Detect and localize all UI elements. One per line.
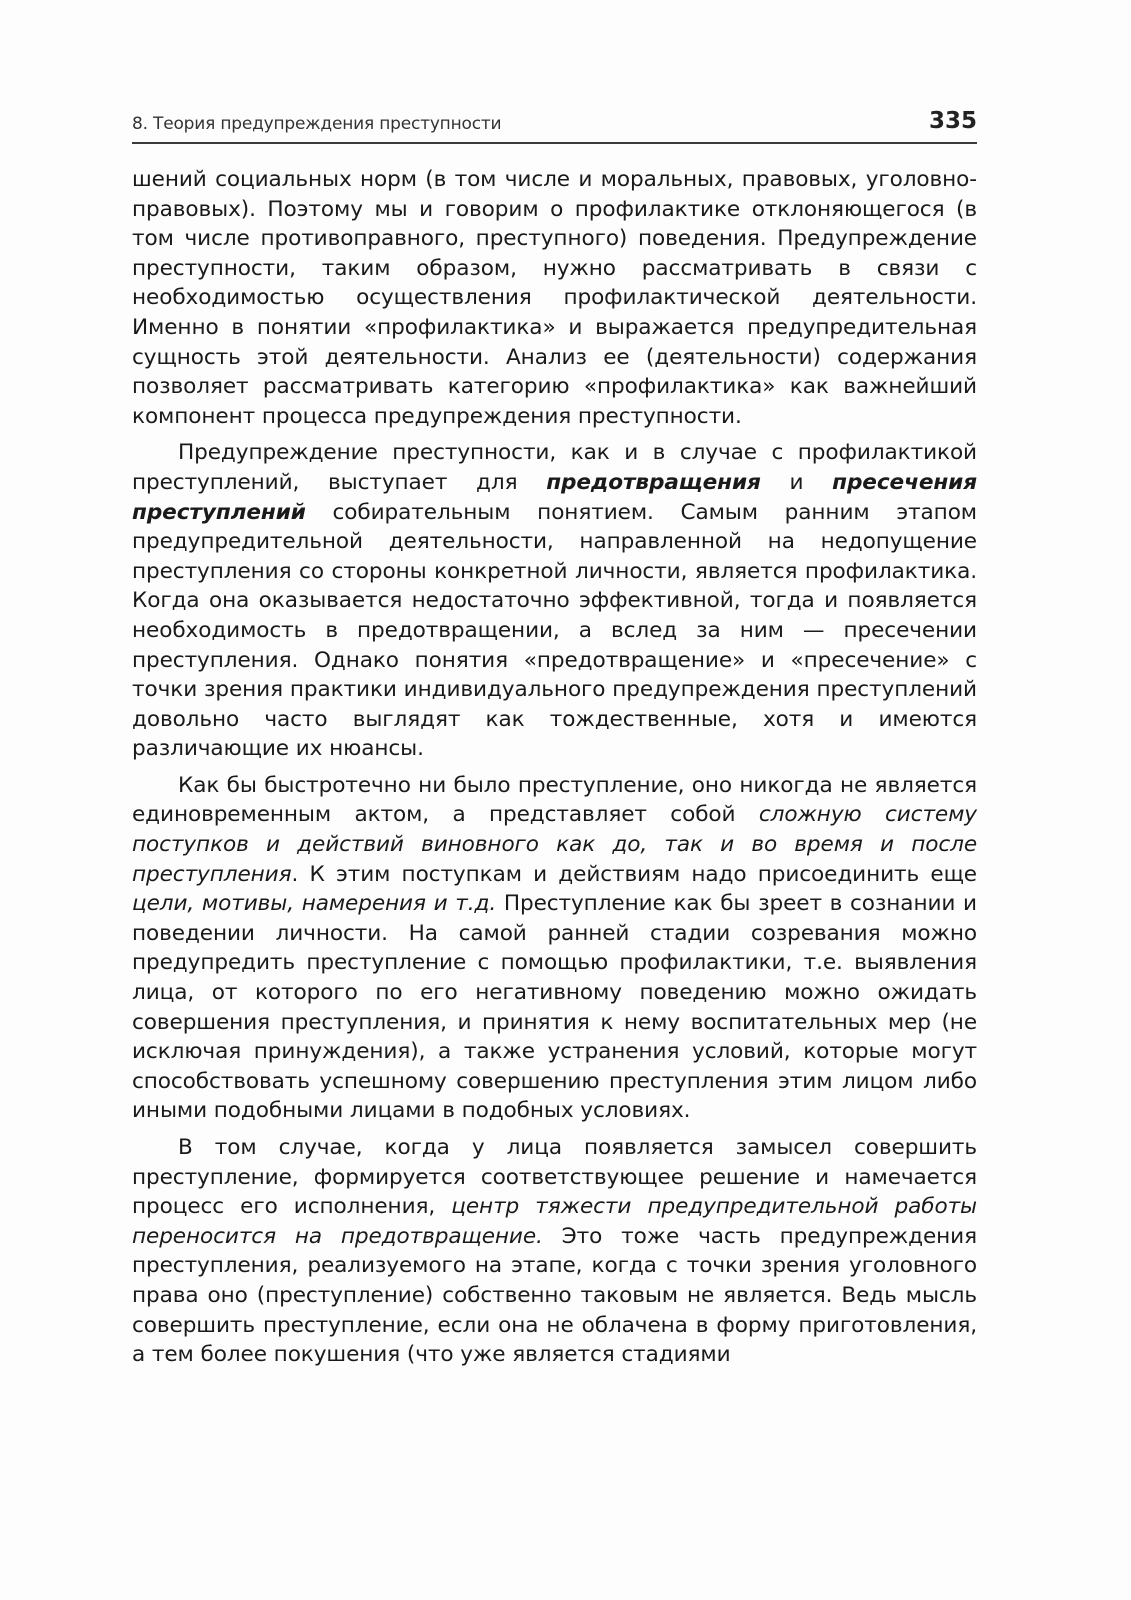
emphasis-term: предотвращения <box>546 469 761 495</box>
chapter-title: 8. Теория предупреждения преступности <box>132 114 502 134</box>
text-run: Преступление как бы зреет в сознании и поведении личности. На самой ранней стадии созревания можно предупредить преступление с помощью профилактики, т.е. выявления лица, от которого по его негативному поведению можно ожидать совершения преступления, и принятия к нему воспитательных мер (не исключая принуждения), а также устранения условий, которые могут способствовать успешному совершению преступления этим лицом либо иными подобными лицами в подобных условиях. <box>132 891 977 1124</box>
text-run: Это тоже часть предупреждения преступления, реализуемого на этапе, когда с точки зрения уголовного права оно (преступление) собственно таковым не является. Ведь мысль совершить преступление, если она не облачена в форму приготовления, а тем более покушения (что уже является стадиями <box>132 1223 977 1368</box>
paragraph-3 <box>132 771 977 1126</box>
text-run: . К этим поступкам и действиям надо присоединить еще <box>291 861 977 887</box>
text-run: собирательным понятием. Самым ранним этапом предупредительной деятельности, направленной на недопущение преступления со стороны конкретной личности, является профилактика. Когда она оказывается недостаточно эффективной, тогда и появляется необходимость в предотвращении, а вслед за ним — пресечении преступления. Однако понятия «предотвращение» и «пресечение» с точки зрения практики индивидуального предупреждения преступлений довольно часто выглядят как тождественные, хотя и имеются различающие их нюансы. <box>132 499 977 762</box>
page-number: 335 <box>928 108 977 134</box>
text-run: Как бы быстротечно ни было преступление, оно никогда не является единовременным актом, а представляет собой <box>132 772 977 828</box>
body-text <box>132 165 977 1370</box>
paragraph-1 <box>132 165 977 431</box>
paragraph-2 <box>132 438 977 764</box>
emphasis-phrase: цели, мотивы, намерения и т.д. <box>132 891 497 917</box>
text-run: В том случае, когда у лица появляется замысел совершить преступление, формируется соответствующее решение и намечается процесс его исполнения, <box>132 1135 977 1220</box>
emphasis-phrase: центр тяжести предупредительной работы переносится на предотвращение. <box>132 1194 977 1249</box>
text-run: и <box>760 469 833 495</box>
running-head <box>132 108 977 144</box>
text-run: Предупреждение преступности, как и в случае с профилактикой преступлений, выступает для <box>132 440 977 495</box>
text-run: шений социальных норм (в том числе и моральных, правовых, уголовно-правовых). Поэтому мы и говорим о профилактике отклоняющегося (в том числе противоправного, преступного) поведения. Предупреждение преступности, таким образом, нужно рассматривать в связи с необходимостью осуществления профилактической деятельности. Именно в понятии «профилактика» и выражается предупредительная сущность этой деятельности. Анализ ее (деятельности) содержания позволяет рассматривать категорию «профилактика» как важнейший компонент процесса предупреждения преступности. <box>132 167 977 429</box>
emphasis-phrase: сложную систему поступков и действий виновного как до, так и во время и после преступления <box>132 802 977 887</box>
emphasis-term: пресечения преступлений <box>132 469 977 525</box>
paragraph-4 <box>132 1133 977 1370</box>
